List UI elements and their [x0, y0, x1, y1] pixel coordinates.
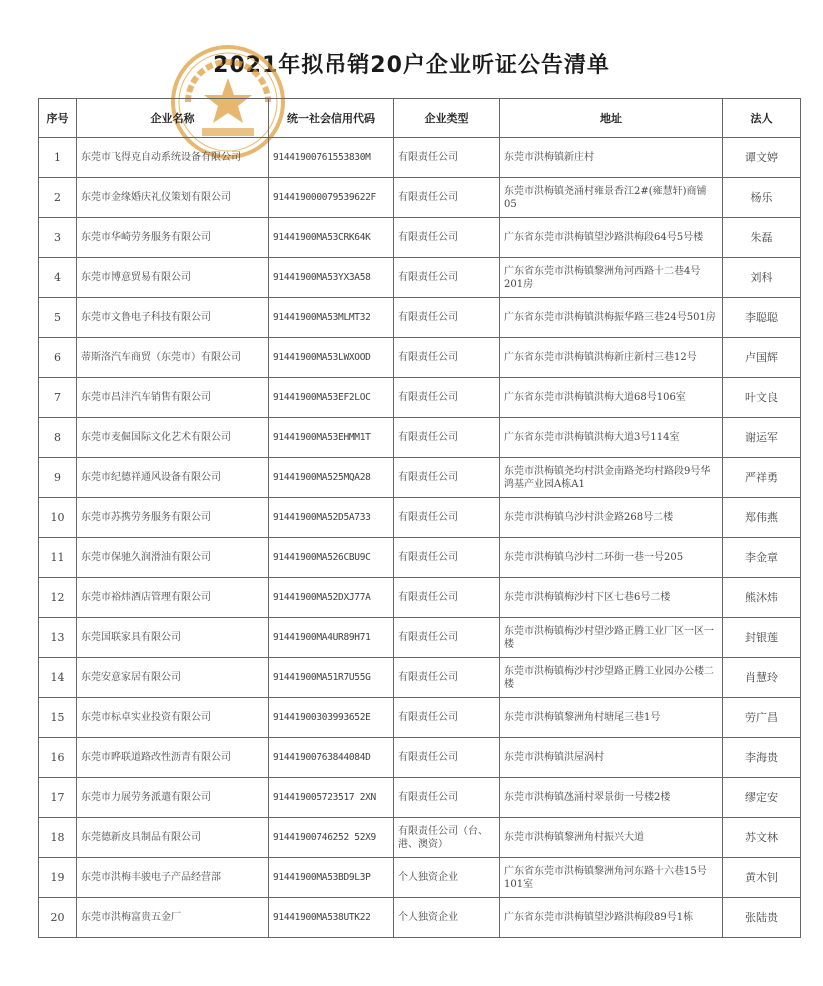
cell-type: 有限责任公司: [394, 778, 500, 818]
cell-name: 东莞市华崎劳务服务有限公司: [77, 218, 269, 258]
cell-no: 16: [39, 738, 77, 778]
header-person: 法人: [723, 99, 801, 138]
cell-name: 东莞市洪梅丰骏电子产品经营部: [77, 858, 269, 898]
cell-person: 李海贵: [723, 738, 801, 778]
cell-person: 谭文婷: [723, 138, 801, 178]
cell-type: 有限责任公司: [394, 298, 500, 338]
cell-code: 91441900746252 52X9: [269, 818, 394, 858]
cell-no: 6: [39, 338, 77, 378]
cell-person: 劳广昌: [723, 698, 801, 738]
header-type: 企业类型: [394, 99, 500, 138]
table-row: [39, 898, 801, 938]
cell-address: 广东省东莞市洪梅镇洪梅大道3号114室: [500, 418, 723, 458]
cell-address: 东莞市洪梅镇氹涌村翠景街一号楼2楼: [500, 778, 723, 818]
cell-no: 15: [39, 698, 77, 738]
cell-no: 9: [39, 458, 77, 498]
cell-person: 谢运军: [723, 418, 801, 458]
cell-person: 封银莲: [723, 618, 801, 658]
cell-person: 郑伟燕: [723, 498, 801, 538]
cell-address: 东莞市洪梅镇黎洲角村塘尾三巷1号: [500, 698, 723, 738]
cell-person: 朱磊: [723, 218, 801, 258]
cell-address: 广东省东莞市洪梅镇黎洲角河西路十二巷4号201房: [500, 258, 723, 298]
cell-type: 有限责任公司: [394, 378, 500, 418]
cell-name: 东莞市晔联道路改性沥青有限公司: [77, 738, 269, 778]
header-name: 企业名称: [77, 99, 269, 138]
cell-address: 广东省东莞市洪梅镇洪梅大道68号106室: [500, 378, 723, 418]
cell-code: 91441900MA538UTK22: [269, 898, 394, 938]
cell-address: 东莞市洪梅镇梅沙村沙望路正腾工业园办公楼二楼: [500, 658, 723, 698]
cell-address: 东莞市洪梅镇梅沙村下区七巷6号二楼: [500, 578, 723, 618]
page-title: 2021年拟吊销20户企业听证公告清单: [213, 53, 610, 78]
cell-type: 个人独资企业: [394, 898, 500, 938]
cell-code: 914419000079539622F: [269, 178, 394, 218]
cell-name: 东莞市文鲁电子科技有限公司: [77, 298, 269, 338]
cell-address: 东莞市洪梅镇洪屋涡村: [500, 738, 723, 778]
cell-type: 有限责任公司: [394, 578, 500, 618]
cell-type: 有限责任公司: [394, 538, 500, 578]
table-row: [39, 178, 801, 218]
cell-person: 李金章: [723, 538, 801, 578]
cell-type: 有限责任公司: [394, 418, 500, 458]
cell-person: 杨乐: [723, 178, 801, 218]
cell-name: 东莞市洪梅富贵五金厂: [77, 898, 269, 938]
table-row: [39, 578, 801, 618]
cell-no: 19: [39, 858, 77, 898]
table-row: [39, 418, 801, 458]
cell-code: 91441900MA53MLMT32: [269, 298, 394, 338]
cell-code: 91441900MA4UR89H71: [269, 618, 394, 658]
cell-address: 广东省东莞市洪梅镇洪梅新庄新村三巷12号: [500, 338, 723, 378]
cell-address: 广东省东莞市洪梅镇望沙路洪梅段64号5号楼: [500, 218, 723, 258]
cell-no: 2: [39, 178, 77, 218]
cell-person: 熊沐炜: [723, 578, 801, 618]
cell-code: 91441900MA53EF2LOC: [269, 378, 394, 418]
cell-address: 东莞市洪梅镇尧均村洪金南路尧均村路段9号华鸿基产业园A栋A1: [500, 458, 723, 498]
table-row: [39, 138, 801, 178]
cell-type: 有限责任公司（台、港、澳资）: [394, 818, 500, 858]
cell-name: 东莞市金缘婚庆礼仪策划有限公司: [77, 178, 269, 218]
cell-name: 东莞德新皮具制品有限公司: [77, 818, 269, 858]
cell-no: 4: [39, 258, 77, 298]
cell-address: 广东省东莞市洪梅镇望沙路洪梅段89号1栋: [500, 898, 723, 938]
table-header-row: [39, 99, 801, 138]
table-row: [39, 298, 801, 338]
cell-address: 东莞市洪梅镇乌沙村二环街一巷一号205: [500, 538, 723, 578]
cell-name: 东莞市博意贸易有限公司: [77, 258, 269, 298]
cell-code: 91441900303993652E: [269, 698, 394, 738]
cell-name: 东莞安意家居有限公司: [77, 658, 269, 698]
table-row: [39, 498, 801, 538]
cell-code: 914419005723517 2XN: [269, 778, 394, 818]
cell-no: 18: [39, 818, 77, 858]
cell-address: 东莞市洪梅镇乌沙村洪金路268号二楼: [500, 498, 723, 538]
header-address: 地址: [500, 99, 723, 138]
table-row: [39, 338, 801, 378]
table-row: [39, 658, 801, 698]
cell-name: 东莞市飞得克自动系统设备有限公司: [77, 138, 269, 178]
header-code: 统一社会信用代码: [269, 99, 394, 138]
cell-code: 91441900MA53EHMM1T: [269, 418, 394, 458]
cell-person: 叶文良: [723, 378, 801, 418]
cell-no: 11: [39, 538, 77, 578]
cell-code: 91441900MA51R7U55G: [269, 658, 394, 698]
table-row: [39, 538, 801, 578]
cell-address: 东莞市洪梅镇新庄村: [500, 138, 723, 178]
cell-no: 10: [39, 498, 77, 538]
cell-name: 东莞市保驰久润滑油有限公司: [77, 538, 269, 578]
table-row: [39, 458, 801, 498]
cell-name: 东莞市标卓实业投资有限公司: [77, 698, 269, 738]
cell-type: 有限责任公司: [394, 458, 500, 498]
cell-person: 肖慧玲: [723, 658, 801, 698]
cell-person: 卢国辉: [723, 338, 801, 378]
cell-type: 有限责任公司: [394, 218, 500, 258]
cell-person: 李聪聪: [723, 298, 801, 338]
cell-no: 12: [39, 578, 77, 618]
table-row: [39, 698, 801, 738]
cell-type: 有限责任公司: [394, 178, 500, 218]
header-no: 序号: [39, 99, 77, 138]
cell-type: 有限责任公司: [394, 338, 500, 378]
cell-name: 东莞市麦倔国际文化艺术有限公司: [77, 418, 269, 458]
table-row: [39, 858, 801, 898]
table-row: [39, 738, 801, 778]
cell-code: 91441900MA53BD9L3P: [269, 858, 394, 898]
enterprise-list-table: [38, 98, 801, 938]
cell-no: 5: [39, 298, 77, 338]
cell-code: 91441900MA53YX3A58: [269, 258, 394, 298]
cell-type: 有限责任公司: [394, 618, 500, 658]
cell-person: 刘科: [723, 258, 801, 298]
table-row: [39, 778, 801, 818]
table-row: [39, 818, 801, 858]
cell-no: 3: [39, 218, 77, 258]
cell-name: 东莞市力展劳务派遣有限公司: [77, 778, 269, 818]
cell-no: 20: [39, 898, 77, 938]
cell-address: 东莞市洪梅镇黎洲角村振兴大道: [500, 818, 723, 858]
cell-code: 91441900MA525MQA28: [269, 458, 394, 498]
cell-no: 7: [39, 378, 77, 418]
cell-name: 蒂斯洛汽车商贸（东莞市）有限公司: [77, 338, 269, 378]
cell-person: 苏文林: [723, 818, 801, 858]
table-row: [39, 258, 801, 298]
cell-address: 东莞市洪梅镇尧涌村雍景香江2#(雍慧轩)商铺05: [500, 178, 723, 218]
cell-name: 东莞市裕炜酒店管理有限公司: [77, 578, 269, 618]
cell-code: 91441900MA526CBU9C: [269, 538, 394, 578]
cell-no: 1: [39, 138, 77, 178]
cell-type: 有限责任公司: [394, 658, 500, 698]
table-row: [39, 378, 801, 418]
table-row: [39, 618, 801, 658]
cell-name: 东莞国联家具有限公司: [77, 618, 269, 658]
cell-type: 有限责任公司: [394, 138, 500, 178]
cell-type: 个人独资企业: [394, 858, 500, 898]
cell-type: 有限责任公司: [394, 258, 500, 298]
cell-address: 东莞市洪梅镇梅沙村望沙路正腾工业厂区一区一楼: [500, 618, 723, 658]
cell-type: 有限责任公司: [394, 698, 500, 738]
cell-code: 91441900MA52DXJ77A: [269, 578, 394, 618]
cell-person: 缪定安: [723, 778, 801, 818]
cell-code: 91441900763844084D: [269, 738, 394, 778]
cell-name: 东莞市昌沣汽车销售有限公司: [77, 378, 269, 418]
table-row: [39, 218, 801, 258]
cell-address: 广东省东莞市洪梅镇黎洲角河东路十六巷15号101室: [500, 858, 723, 898]
cell-type: 有限责任公司: [394, 738, 500, 778]
cell-name: 东莞市纪德祥通风设备有限公司: [77, 458, 269, 498]
cell-name: 东莞市苏携劳务服务有限公司: [77, 498, 269, 538]
cell-code: 91441900MA53LWXOOD: [269, 338, 394, 378]
cell-person: 张陆贵: [723, 898, 801, 938]
cell-address: 广东省东莞市洪梅镇洪梅振华路三巷24号501房: [500, 298, 723, 338]
cell-person: 黄木钊: [723, 858, 801, 898]
cell-no: 14: [39, 658, 77, 698]
cell-type: 有限责任公司: [394, 498, 500, 538]
cell-code: 91441900761553830M: [269, 138, 394, 178]
cell-no: 13: [39, 618, 77, 658]
cell-person: 严祥勇: [723, 458, 801, 498]
cell-no: 8: [39, 418, 77, 458]
cell-code: 91441900MA53CRK64K: [269, 218, 394, 258]
cell-code: 91441900MA52D5A733: [269, 498, 394, 538]
cell-no: 17: [39, 778, 77, 818]
